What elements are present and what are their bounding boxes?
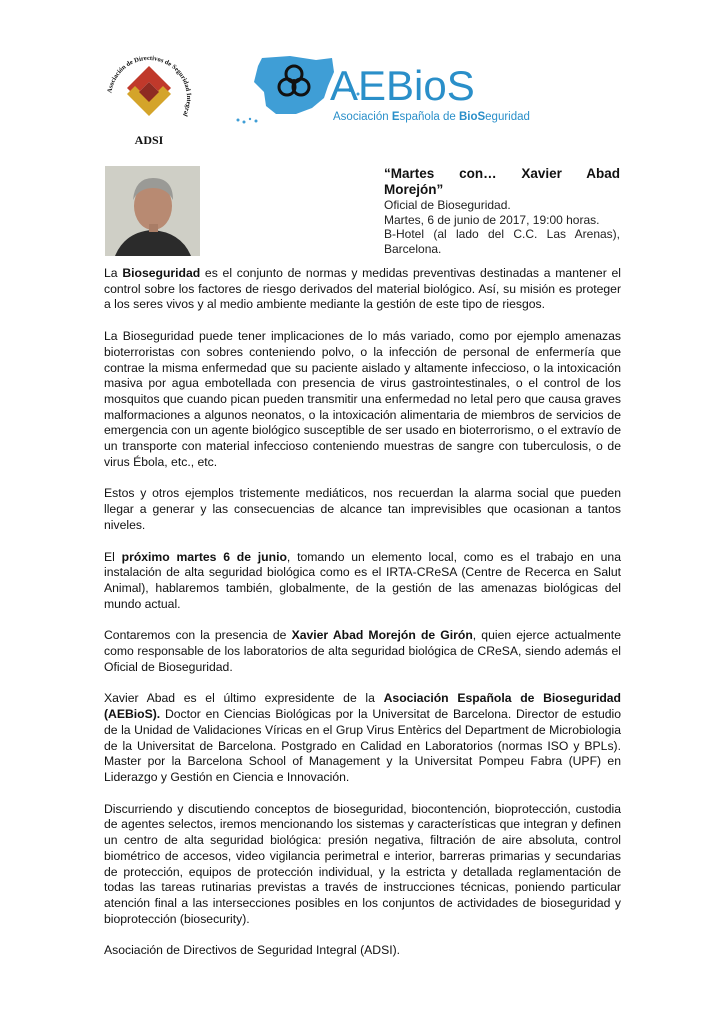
paragraph-bioseguridad-definition: La Bioseguridad es el conjunto de normas y medidas preventivas destinadas a mantener el control sobre los factores de riesgo derivados del material biológico. Así, su misión es proteger a los seres vivos y al medio ambiente mediante la gestión de este tipo de riesgos.: [104, 266, 621, 312]
paragraph-next-tuesday: El próximo martes 6 de junio, tomando un elemento local, como es el trabajo en una instalación de alta seguridad biológica como es el IRTA-CReSA (Centre de Recerca en Salut Animal), hablaremos también, globalmente, de la gestión de las amenazas biológicas del mundo actual.: [104, 549, 621, 611]
paragraph-concepts: Discurriendo y discutiendo conceptos de bioseguridad, biocontención, bioprotección, custodia de agentes selectos, iremos mencionando los sistemas y características que integran y definen un centro de alta seguridad biológica: presión negativa, filtración de aire absoluta, control biométrico de accesos, video vigilancia perimetral e interior, barreras primarias y secundarias de protección, equipos de protección individual, y la estricta y detallada reglamentación de todas las tareas rutinarias previstas a través de instrucciones técnicas, poniendo particular atención final a las intersecciones posibles en los conjuntos de actividades de bioseguridad y bioprotección (biosecurity).: [104, 801, 621, 926]
event-date: Martes, 6 de junio de 2017, 19:00 horas.: [384, 212, 600, 227]
portrait-photo: [105, 166, 200, 256]
adsi-ring-text: Asociación de Directivos de Seguridad Integral: [106, 54, 193, 118]
adsi-logo: [104, 48, 194, 148]
event-header: [384, 166, 620, 256]
adsi-abbr: ADSI: [134, 133, 164, 147]
paragraph-speaker-bio: Xavier Abad es el último expresidente de la Asociación Española de Bioseguridad (AEBioS). Doctor en Ciencias Biológicas por la Universitat de Barcelona. Director de estudio de la Unidad de Validaciones Víricas en el Grup Virus Entèrics del Department de Microbiologia de la Universitat de Barcelona. Postgrado en Calidad en Laboratorios (normas ISO y BPLs). Master por la Barcelona School of Management y la Universitat Pompeu Fabra (UPF) en Liderazgo y Gestión en Ciencia e Innovación.: [104, 691, 621, 784]
paragraph-examples: La Bioseguridad puede tener implicaciones de lo más variado, como por ejemplo amenazas bioterroristas con sobres conteniendo polvo, o la infección de personal de enfermería que contrae la misma enfermedad que su paciente aislado y altamente infeccioso, o la intoxicación masiva por agua embotellada con presencia de virus gastrointestinales, o el control de los mosquitos que cuando pican pueden transmitir una enfermedad no letal pero que causa graves malformaciones a algunos neonatos, o la intoxicación alimentaria de miembros de servicios de emergencia con un agente biológico susceptible de ser usado en bioterrorismo, o el extravío de un transporte con material infeccioso conteniendo muestras de sangre con tuberculosis, o de virus Ébola, etc., etc.: [104, 329, 621, 469]
aebios-subtitle: Asociación Española de BioSeguridad: [333, 111, 530, 123]
event-title-line2: Morejón”: [384, 182, 444, 197]
aebios-name: AEBioS: [330, 62, 475, 109]
paragraph-alarm: Estos y otros ejemplos tristemente mediáticos, nos recuerdan la alarma social que pueden llegar a generar y las consecuencias de alcance tan imprevisibles que ocasionan a tantos niveles.: [104, 486, 621, 532]
event-title-line1: “Martes con… Xavier Abad: [384, 166, 620, 181]
paragraph-signature: Asociación de Directivos de Seguridad Integral (ADSI).: [104, 943, 401, 958]
body-text: [104, 266, 621, 975]
event-venue-line1: B-Hotel (al lado del C.C. Las Arenas),: [384, 227, 620, 241]
adsi-emblem: [127, 66, 171, 116]
paragraph-speaker: Contaremos con la presencia de Xavier Abad Morejón de Girón, quien ejerce actualmente como responsable de los laboratorios de alta seguridad biológica de CReSA, siendo además el Oficial de Bioseguridad.: [104, 628, 621, 674]
event-role: Oficial de Bioseguridad.: [384, 198, 511, 212]
event-venue-line2: Barcelona.: [384, 241, 442, 256]
